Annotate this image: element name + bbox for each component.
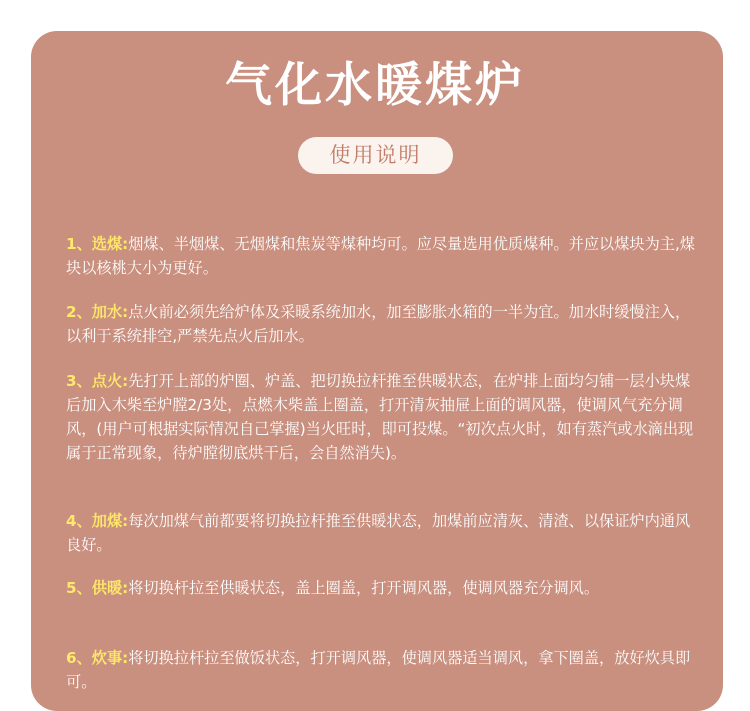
section-heading: 5、供暖: [66, 579, 129, 597]
section-heading: 1、选煤: [66, 235, 129, 253]
section-text: 烟煤、半烟煤、无烟煤和焦炭等煤种均可。应尽量选用优质煤种。并应以煤块为主,煤块以核桃大小为更好。 [66, 235, 695, 277]
section-text: 每次加煤气前都要将切换拉杆推至供暖状态，加煤前应清灰、清渣、以保证炉内通风良好。 [66, 512, 691, 554]
subtitle-badge: 使用说明 [298, 137, 453, 174]
section-ignition [66, 369, 696, 465]
section-text: 点火前必须先给炉体及采暖系统加水，加至膨胀水箱的一半为宜。加水时缓慢注入，以利于系统排空,严禁先点火后加水。 [66, 303, 691, 345]
section-heating [66, 576, 696, 600]
section-text: 将切换拉杆拉至做饭状态，打开调风器，使调风器适当调风，拿下圈盖，放好炊具即可。 [66, 649, 691, 691]
product-title: 气化水暖煤炉 [225, 58, 525, 113]
section-text: 将切换杆拉至供暖状态，盖上圈盖，打开调风器，使调风器充分调风。 [128, 579, 600, 597]
section-heading: 4、加煤: [66, 512, 129, 530]
section-add-coal [66, 509, 696, 557]
section-add-water [66, 300, 696, 348]
section-heading: 3、点火: [66, 372, 129, 390]
section-text: 先打开上部的炉圈、炉盖、把切换拉杆推至供暖状态，在炉排上面均匀铺一层小块煤后加入木柴至炉膛2/3处，点燃木柴盖上圈盖，打开清灰抽屉上面的调风器，使调风气充分调风，(用户可根据实际情况自己掌握)当火旺时，即可投煤。“初次点火时，如有蒸汽或水滴出现属于正常现象，待炉膛彻底烘干后，会自然消失)。 [66, 372, 694, 462]
section-coal-selection [66, 232, 696, 280]
section-heading: 2、加水: [66, 303, 129, 321]
section-heading: 6、炊事: [66, 649, 129, 667]
